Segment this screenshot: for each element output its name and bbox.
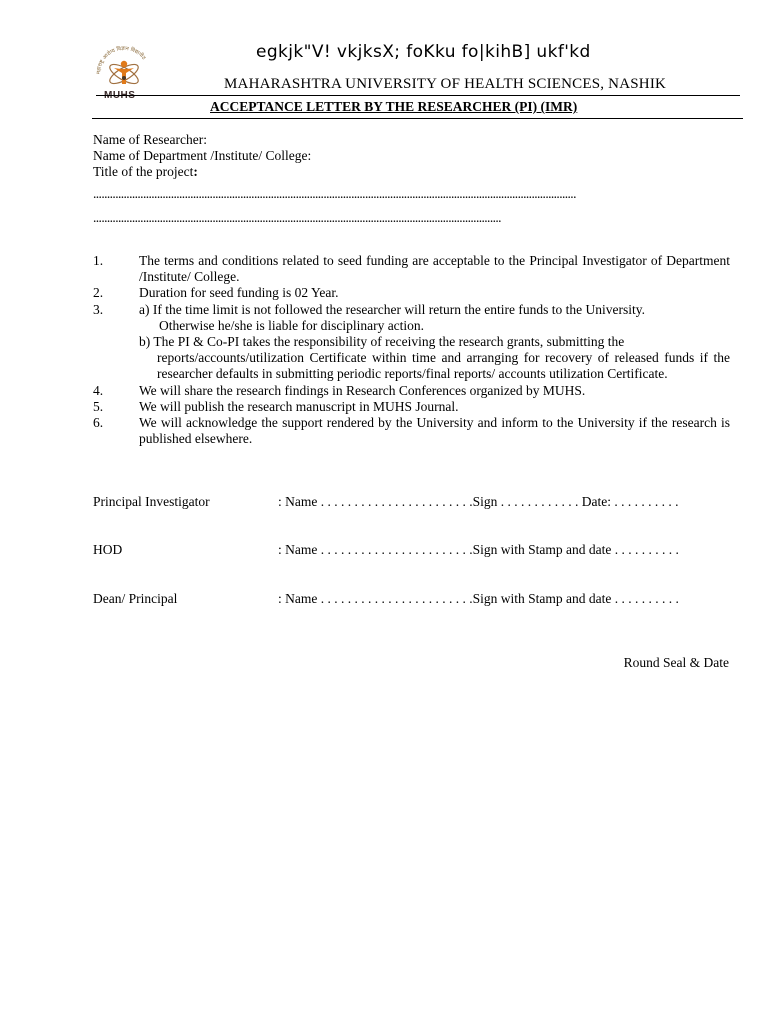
- list-item: [93, 415, 730, 447]
- project-title-dotted-line: ..............................................................................................................................................................................: [93, 186, 576, 201]
- list-item: [93, 285, 730, 301]
- terms-list: [93, 253, 730, 447]
- logo-label: MUHS: [104, 90, 136, 101]
- letter-title: ACCEPTANCE LETTER BY THE RESEARCHER (PI) (IMR): [210, 99, 578, 114]
- header-divider: [96, 95, 740, 96]
- list-item: [93, 399, 730, 415]
- list-item-number: 5.: [93, 398, 104, 414]
- pi-signature-label: Principal Investigator: [93, 494, 210, 509]
- list-item-text: Duration for seed funding is 02 Year.: [139, 285, 339, 301]
- list-subitem-a-continued: Otherwise he/she is liable for disciplinary action.: [159, 317, 425, 333]
- dean-signature-label: Dean/ Principal: [93, 591, 178, 606]
- list-item-text: The terms and conditions related to seed funding are acceptable to the Principal Investigator of Department /Institute/ College.: [139, 253, 730, 285]
- project-title-dotted-line: ...................................................................................................................................................: [93, 210, 501, 225]
- list-item: [93, 302, 730, 383]
- list-item-number: 2.: [93, 285, 104, 301]
- list-item-number: 6.: [93, 415, 104, 431]
- logo-ring-text: महाराष्ट्र आरोग्य विज्ञान विद्यापीठ: [95, 45, 147, 75]
- hod-signature-line: : Name . . . . . . . . . . . . . . . . . . . . . . .Sign with Stamp and date . . . . . . . . . .: [278, 542, 679, 557]
- university-title-marathi: egkjk"V! vkjksX; foKku fo|kihB] ukf'kd: [256, 42, 591, 62]
- dean-signature-line: : Name . . . . . . . . . . . . . . . . . . . . . . .Sign with Stamp and date . . . . . . . . . .: [278, 591, 679, 606]
- list-item-text: We will share the research findings in Research Conferences organized by MUHS.: [139, 382, 586, 398]
- list-subitem-b-continued: reports/accounts/utilization Certificate within time and arranging for recovery of released funds if the researcher defaults in submitting periodic reports/final reports/ accounts utilization Certificate.: [157, 350, 730, 382]
- round-seal-label: Round Seal & Date: [623, 655, 729, 670]
- list-item-text: We will acknowledge the support rendered by the University and inform to the University if the research is published elsewhere.: [139, 415, 730, 447]
- project-title-field: [93, 164, 198, 180]
- title-divider: [92, 118, 743, 119]
- list-item: [93, 253, 730, 285]
- list-subitem-b: b) The PI & Co-PI takes the responsibility of receiving the research grants, submitting the: [139, 334, 625, 350]
- university-title-english: MAHARASHTRA UNIVERSITY OF HEALTH SCIENCES, NASHIK: [224, 76, 667, 92]
- researcher-name-field: Name of Researcher:: [93, 132, 207, 147]
- list-subitem-a: a) If the time limit is not followed the researcher will return the entire funds to the University.: [139, 301, 645, 317]
- hod-signature-label: HOD: [93, 542, 123, 557]
- department-name-field: Name of Department /Institute/ College:: [93, 148, 312, 163]
- list-item-number: 3.: [93, 301, 104, 317]
- list-item-number: 4.: [93, 382, 104, 398]
- list-item-text: We will publish the research manuscript in MUHS Journal.: [139, 398, 459, 414]
- project-title-colon: :: [193, 164, 198, 179]
- list-item: [93, 383, 730, 399]
- pi-signature-line: : Name . . . . . . . . . . . . . . . . . . . . . . .Sign . . . . . . . . . . . . Date: . . . . . . . . . .: [278, 494, 679, 509]
- project-title-label: Title of the project: [93, 164, 194, 179]
- list-item-number: 1.: [93, 253, 104, 268]
